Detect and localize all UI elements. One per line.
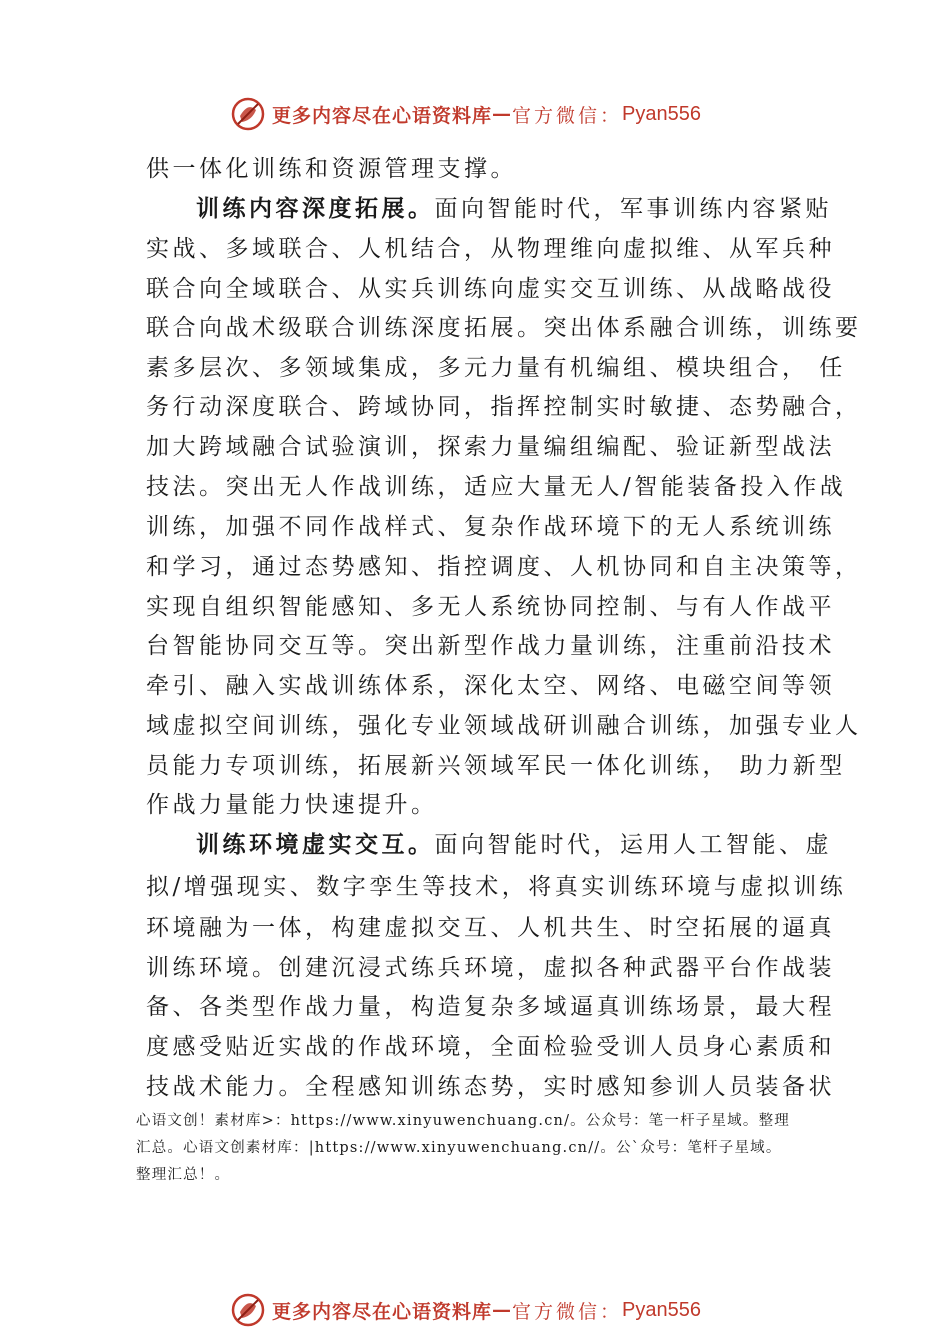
text-line: 训练环境。创建沉浸式练兵环境，虚拟各种武器平台作战装 [146,955,835,981]
footnote-line: 心语文创！素材库>：https://www.xinyuwenchuang.cn/。公众号：笔一杆子星域。整理 [136,1113,790,1129]
text-line: 实战、多域联合、人机结合，从物理维向虚拟维、从军兵种 [146,236,835,262]
section-heading: 训练内容深度拓展。 [196,195,435,222]
header-banner [230,94,750,134]
text-line: 训练内容深度拓展。面向智能时代，军事训练内容紧贴 [196,195,832,222]
text-line: 技战术能力。全程感知训练态势，实时感知参训人员装备状 [146,1074,835,1100]
text-line: 务行动深度联合、跨域协同，指挥控制实时敏捷、态势融合， [146,394,862,420]
text-line: 台智能协同交互等。突出新型作战力量训练，注重前沿技术 [146,633,835,659]
text-line: 环境融为一体，构建虚拟交互、人机共生、时空拓展的逼真 [146,915,835,941]
text-line: 联合向全域联合、从实兵训练向虚实交互训练、从战略战役 [146,276,835,302]
text-line: 加大跨域融合试验演训，探索力量编组编配、验证新型战法 [146,434,835,460]
text-line: 联合向战术级联合训练深度拓展。突出体系融合训练，训练要 [146,315,862,341]
text-line: 素多层次、多领域集成，多元力量有机编组、模块组合， 任 [146,355,846,381]
text-line: 技法。突出无人作战训练，适应大量无人/智能装备投入作战 [146,474,847,500]
banner-wechat-label: 官方微信： [512,1300,623,1323]
banner-dash: — [492,103,513,125]
text-line: 度感受贴近实战的作战环境，全面检验受训人员身心素质和 [146,1034,835,1060]
text-line: 实现自组织智能感知、多无人系统协同控制、与有人作战平 [146,594,835,620]
text-line: 训练环境虚实交互。面向智能时代，运用人工智能、虚 [196,831,832,858]
banner-brand: 更多内容尽在心语资料库 [272,1300,493,1323]
banner-wechat-id: Pyan556 [622,1298,701,1321]
text-line: 供一体化训练和资源管理支撑。 [146,156,517,182]
brand-logo-icon [230,1292,266,1328]
brand-logo-icon [230,96,266,132]
text-line: 员能力专项训练，拓展新兴领域军民一体化训练， 助力新型 [146,753,846,779]
text-line: 牵引、融入实战训练体系，深化太空、网络、电磁空间等领 [146,673,835,699]
text-line: 训练，加强不同作战样式、复杂作战环境下的无人系统训练 [146,514,835,540]
banner-wechat-label: 官方微信： [512,104,623,127]
text-line: 和学习，通过态势感知、指控调度、人机协同和自主决策等， [146,554,862,580]
text-line: 作战力量能力快速提升。 [146,792,438,818]
banner-brand: 更多内容尽在心语资料库 [272,104,493,127]
footnote-line: 汇总。心语文创素材库：|https://www.xinyuwenchuang.cn//。公`众号：笔杆子星域。 [136,1140,782,1156]
section-heading: 训练环境虚实交互。 [196,831,435,858]
footnote-line: 整理汇总！。 [136,1167,231,1183]
banner-wechat-id: Pyan556 [622,102,701,125]
footer-banner [230,1290,750,1330]
text-line: 域虚拟空间训练，强化专业领域战研训融合训练，加强专业人 [146,713,862,739]
text-line: 备、各类型作战力量，构造复杂多域逼真训练场景，最大程 [146,994,835,1020]
text-line: 拟/增强现实、数字孪生等技术，将真实训练环境与虚拟训练 [146,874,847,900]
banner-dash: — [492,1299,513,1321]
